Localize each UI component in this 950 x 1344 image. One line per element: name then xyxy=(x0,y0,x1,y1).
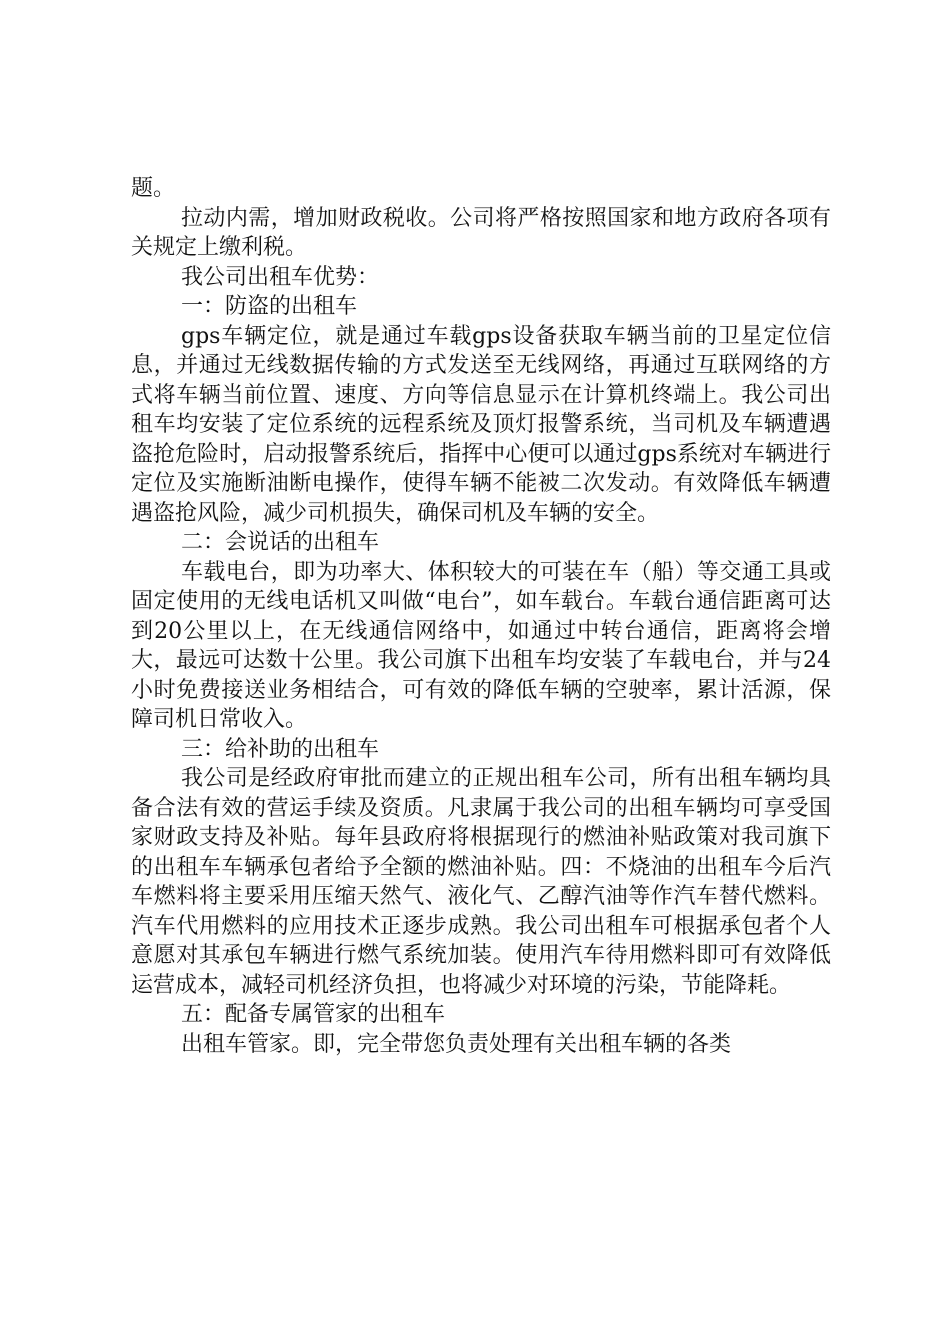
paragraph-continuation: 题。 xyxy=(131,176,176,201)
section-heading-subsidy: 三：给补助的出租车 xyxy=(181,736,380,762)
paragraph-radio: 车载电台，即为功率大、体积较大的可装在车（船）等交通工具或固定使用的无线电话机又叫做“电台”，如车载台。车载台通信距离可达到20公里以上，在无线通信网络中，如通过中转台通信，距离将会增大，最远可达数十公里。我公司旗下出租车均安装了车载电台，并与24小时免费接送业务相结合，可有效的降低车辆的空驶率，累计活源，保障司机日常收入。 xyxy=(131,559,831,732)
section-heading-butler: 五：配备专属管家的出租车 xyxy=(181,1002,446,1027)
document-body xyxy=(131,174,831,1059)
paragraph-tax: 拉动内需，增加财政税收。公司将严格按照国家和地方政府各项有关规定上缴利税。 xyxy=(131,205,831,260)
section-heading-talking: 二：会说话的出租车 xyxy=(181,530,380,555)
paragraph-gps: gps车辆定位，就是通过车载gps设备获取车辆当前的卫星定位信息，并通过无线数据传输的方式发送至无线网络，再通过互联网络的方式将车辆当前位置、速度、方向等信息显示在计算机终端上。我公司出租车均安装了定位系统的远程系统及顶灯报警系统，当司机及车辆遭遇盗抢危险时，启动报警系统后，指挥中心便可以通过gps系统对车辆进行定位及实施断油断电操作，使得车辆不能被二次发动。有效降低车辆遭遇盗抢风险，减少司机损失，确保司机及车辆的安全。 xyxy=(131,323,831,526)
paragraph-advantages-heading: 我公司出租车优势： xyxy=(181,264,380,290)
paragraph-butler: 出租车管家。即，完全带您负责处理有关出租车辆的各类 xyxy=(181,1031,732,1057)
paragraph-subsidy: 我公司是经政府审批而建立的正规出租车公司，所有出租车辆均具备合法有效的营运手续及资质。凡隶属于我公司的出租车辆均可享受国家财政支持及补贴。每年县政府将根据现行的燃油补贴政策对我司旗下的出租车车辆承包者给予全额的燃油补贴。四：不烧油的出租车今后汽车燃料将主要采用压缩天然气、液化气、乙醇汽油等作汽车替代燃料。汽车代用燃料的应用技术正逐步成熟。我公司出租车可根据承包者个人意愿对其承包车辆进行燃气系统加装。使用汽车待用燃料即可有效降低运营成本，减轻司机经济负担，也将减少对环境的污染，节能降耗。 xyxy=(131,766,831,998)
section-heading-anti-theft: 一：防盗的出租车 xyxy=(181,294,358,319)
